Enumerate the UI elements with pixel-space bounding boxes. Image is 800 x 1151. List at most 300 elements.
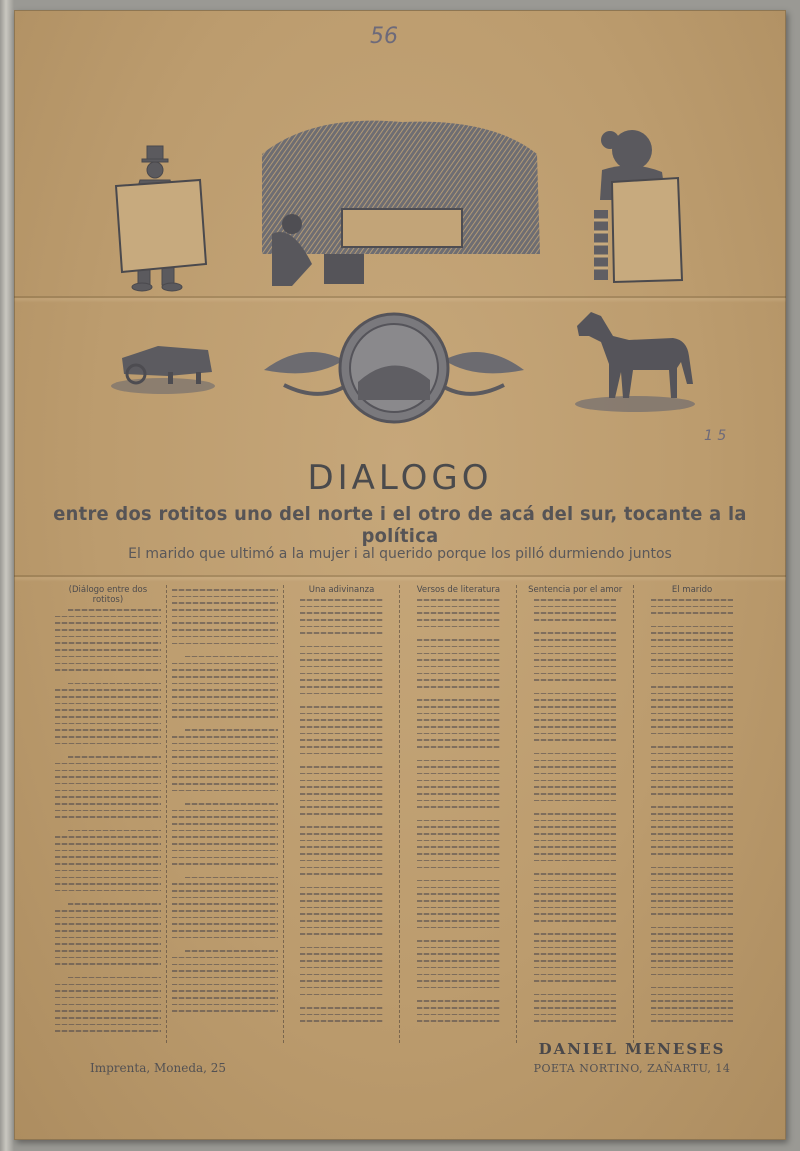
illegible-text-line	[651, 913, 734, 915]
illegible-text-line	[300, 994, 383, 996]
illegible-text-line	[417, 686, 500, 688]
illegible-text-line	[300, 733, 383, 735]
poem-column-1	[50, 585, 167, 1043]
illegible-text-line	[55, 649, 161, 651]
illegible-text-line	[55, 943, 161, 945]
illegible-text-line	[417, 987, 500, 989]
illegible-text-line	[417, 900, 500, 902]
illegible-text-line	[417, 920, 500, 922]
illegible-text-line	[300, 867, 383, 869]
illegible-text-line	[651, 733, 734, 735]
column-heading: El marido	[671, 585, 713, 595]
illegible-text-line	[172, 683, 278, 685]
author-name: DANIEL MENESES	[538, 1040, 726, 1058]
illegible-text-line	[534, 793, 617, 795]
illegible-text-line	[300, 786, 383, 788]
illegible-text-line	[55, 984, 161, 986]
illegible-text-line	[55, 689, 161, 691]
illegible-text-line	[651, 699, 734, 701]
illegible-text-line	[534, 766, 617, 768]
illegible-text-line	[55, 749, 161, 751]
illegible-text-line	[55, 1010, 161, 1012]
illegible-text-line	[417, 833, 500, 835]
illegible-text-line	[172, 643, 278, 645]
illegible-text-line	[534, 967, 617, 969]
illegible-text-line	[651, 987, 734, 989]
illegible-text-line	[55, 997, 161, 999]
illegible-text-line	[172, 890, 278, 892]
illegible-text-line	[534, 873, 617, 875]
illegible-text-line	[651, 753, 734, 755]
illegible-text-line	[417, 967, 500, 969]
illegible-text-line	[417, 786, 500, 788]
illegible-text-line	[300, 659, 383, 661]
column-heading: (Diálogo entre dos rotitos)	[68, 585, 148, 605]
illegible-text-line	[300, 960, 383, 962]
illegible-text-line	[55, 957, 161, 959]
illegible-text-line	[417, 826, 500, 828]
illegible-text-line	[651, 632, 734, 634]
illegible-text-line	[55, 636, 161, 638]
illegible-text-line	[172, 636, 278, 638]
illegible-text-line	[172, 629, 278, 631]
illegible-text-line	[405, 873, 511, 875]
illegible-text-line	[417, 800, 500, 802]
illegible-text-line	[300, 653, 383, 655]
illegible-text-line	[300, 746, 383, 748]
illegible-text-line	[68, 903, 161, 905]
illegible-text-line	[651, 940, 734, 942]
illegible-text-line	[651, 893, 734, 895]
illegible-text-line	[639, 619, 745, 621]
illegible-text-line	[172, 930, 278, 932]
illegible-text-line	[300, 987, 383, 989]
illegible-text-line	[651, 686, 734, 688]
illegible-text-line	[417, 673, 500, 675]
illegible-text-line	[55, 669, 161, 671]
illegible-text-line	[55, 810, 161, 812]
illegible-text-line	[55, 850, 161, 852]
illegible-text-line	[417, 853, 500, 855]
illegible-text-line	[172, 910, 278, 912]
illegible-text-line	[172, 703, 278, 705]
illegible-text-line	[300, 846, 383, 848]
illegible-text-line	[417, 960, 500, 962]
illegible-text-line	[300, 606, 383, 608]
illegible-text-line	[300, 599, 383, 601]
illegible-text-line	[172, 830, 278, 832]
illegible-text-line	[651, 606, 734, 608]
illegible-text-line	[417, 980, 500, 982]
illegible-text-line	[417, 806, 500, 808]
illegible-text-line	[522, 806, 628, 808]
illegible-text-line	[651, 639, 734, 641]
illegible-text-line	[172, 977, 278, 979]
illegible-text-line	[651, 1000, 734, 1002]
illegible-text-line	[300, 953, 383, 955]
illegible-text-line	[651, 646, 734, 648]
illegible-text-line	[417, 760, 500, 762]
illegible-text-line	[55, 870, 161, 872]
illegible-text-line	[405, 994, 511, 996]
illegible-text-line	[417, 726, 500, 728]
illegible-text-line	[651, 766, 734, 768]
illegible-text-line	[417, 719, 500, 721]
illegible-text-line	[172, 810, 278, 812]
illegible-text-line	[651, 719, 734, 721]
illegible-text-line	[300, 773, 383, 775]
illegible-text-line	[651, 653, 734, 655]
monkey-with-board-illustration	[582, 120, 692, 290]
illegible-text-line	[534, 780, 617, 782]
printer-credit: Imprenta, Moneda, 25	[90, 1061, 227, 1075]
illegible-text-line	[55, 763, 161, 765]
illegible-text-line	[534, 639, 617, 641]
illegible-text-line	[55, 696, 161, 698]
illegible-text-line	[534, 840, 617, 842]
illegible-text-line	[417, 887, 500, 889]
illegible-text-line	[417, 706, 500, 708]
illegible-text-line	[300, 806, 383, 808]
illegible-text-line	[55, 723, 161, 725]
illegible-text-line	[172, 770, 278, 772]
illegible-text-line	[651, 760, 734, 762]
illegible-text-line	[55, 963, 161, 965]
illegible-text-line	[651, 666, 734, 668]
illegible-text-line	[55, 897, 161, 899]
illegible-text-line	[522, 686, 628, 688]
illegible-text-line	[417, 746, 500, 748]
illegible-text-line	[651, 967, 734, 969]
illegible-text-line	[55, 796, 161, 798]
illegible-text-line	[300, 626, 383, 628]
illegible-text-line	[534, 826, 617, 828]
illegible-text-line	[68, 977, 161, 979]
illegible-text-line	[172, 669, 278, 671]
illegible-text-line	[417, 1000, 500, 1002]
illegible-text-line	[185, 950, 278, 952]
illegible-text-line	[417, 766, 500, 768]
illegible-text-line	[55, 836, 161, 838]
illegible-text-line	[55, 816, 161, 818]
illegible-text-line	[172, 649, 278, 651]
illegible-text-line	[300, 800, 383, 802]
illegible-text-line	[172, 990, 278, 992]
illegible-text-line	[185, 729, 278, 731]
illegible-text-line	[651, 907, 734, 909]
illegible-text-line	[172, 756, 278, 758]
illegible-text-line	[417, 666, 500, 668]
illegible-text-line	[172, 970, 278, 972]
illegible-text-line	[651, 1007, 734, 1009]
illegible-text-line	[172, 596, 278, 598]
illegible-text-line	[172, 883, 278, 885]
illegible-text-line	[534, 1007, 617, 1009]
illegible-text-line	[300, 853, 383, 855]
illegible-text-line	[55, 1017, 161, 1019]
illegible-text-line	[55, 776, 161, 778]
pencil-page-number: 56	[370, 24, 398, 49]
poem-column-2	[167, 585, 284, 1043]
illegible-text-line	[300, 686, 383, 688]
illegible-text-line	[651, 726, 734, 728]
illegible-text-line	[639, 980, 745, 982]
illegible-text-line	[417, 1020, 500, 1022]
illegible-text-line	[68, 830, 161, 832]
illegible-text-line	[172, 609, 278, 611]
illegible-text-line	[651, 1020, 734, 1022]
illegible-text-line	[185, 877, 278, 879]
illegible-text-line	[300, 719, 383, 721]
illegible-text-line	[300, 893, 383, 895]
horse-illustration	[569, 306, 699, 416]
illegible-text-line	[172, 923, 278, 925]
illegible-text-line	[651, 659, 734, 661]
illegible-text-line	[300, 967, 383, 969]
illegible-text-line	[300, 666, 383, 668]
illegible-text-line	[300, 826, 383, 828]
illegible-text-line	[68, 756, 161, 758]
pencil-side-mark: 1 5	[704, 428, 727, 444]
illegible-text-line	[534, 653, 617, 655]
illegible-text-line	[300, 693, 383, 695]
illegible-text-line	[300, 907, 383, 909]
illegible-text-line	[55, 1004, 161, 1006]
illegible-text-line	[55, 990, 161, 992]
illegible-text-line	[417, 846, 500, 848]
illegible-text-line	[417, 606, 500, 608]
illegible-text-line	[172, 1004, 278, 1006]
illegible-text-line	[534, 753, 617, 755]
illegible-text-line	[300, 706, 383, 708]
illegible-text-line	[300, 612, 383, 614]
poem-column-3	[284, 585, 401, 1043]
illegible-text-line	[417, 793, 500, 795]
illegible-text-line	[300, 833, 383, 835]
illegible-text-line	[172, 964, 278, 966]
illegible-text-line	[417, 599, 500, 601]
illegible-text-line	[534, 833, 617, 835]
illegible-text-line	[522, 987, 628, 989]
illegible-text-line	[300, 713, 383, 715]
illegible-text-line	[534, 947, 617, 949]
illegible-text-line	[300, 1007, 383, 1009]
illegible-text-line	[534, 853, 617, 855]
illegible-text-line	[172, 984, 278, 986]
illegible-text-line	[300, 920, 383, 922]
illegible-text-line	[651, 713, 734, 715]
column-text-block	[522, 599, 628, 1022]
illegible-text-line	[417, 780, 500, 782]
illegible-text-line	[651, 900, 734, 902]
illegible-text-line	[651, 693, 734, 695]
illegible-text-line	[534, 760, 617, 762]
illegible-text-line	[405, 693, 511, 695]
illegible-text-line	[172, 816, 278, 818]
illegible-text-line	[172, 676, 278, 678]
illegible-text-line	[172, 622, 278, 624]
illegible-text-line	[55, 642, 161, 644]
column-text-block	[55, 609, 161, 1032]
illegible-text-line	[651, 612, 734, 614]
illegible-text-line	[417, 1014, 500, 1016]
illegible-text-line	[651, 746, 734, 748]
illegible-text-line	[172, 937, 278, 939]
illegible-text-line	[300, 1014, 383, 1016]
illegible-text-line	[55, 709, 161, 711]
illegible-text-line	[55, 863, 161, 865]
illegible-text-line	[651, 887, 734, 889]
illegible-text-line	[405, 632, 511, 634]
illegible-text-line	[55, 937, 161, 939]
illegible-text-line	[534, 693, 617, 695]
illegible-text-line	[639, 679, 745, 681]
illegible-text-line	[651, 820, 734, 822]
illegible-text-line	[651, 793, 734, 795]
poem-columns	[50, 585, 750, 1043]
illegible-text-line	[55, 923, 161, 925]
illegible-text-line	[534, 719, 617, 721]
broadside-title: DIALOGO	[307, 458, 493, 498]
illegible-text-line	[417, 907, 500, 909]
illegible-text-line	[300, 900, 383, 902]
illegible-text-line	[172, 602, 278, 604]
illegible-text-line	[172, 903, 278, 905]
illegible-text-line	[651, 927, 734, 929]
illegible-text-line	[417, 699, 500, 701]
illegible-text-line	[300, 840, 383, 842]
illegible-text-line	[55, 622, 161, 624]
illegible-text-line	[172, 663, 278, 665]
illegible-text-line	[534, 893, 617, 895]
illegible-text-line	[55, 1024, 161, 1026]
illegible-text-line	[417, 1007, 500, 1009]
column-text-block	[639, 599, 745, 1022]
illegible-text-line	[534, 920, 617, 922]
illegible-text-line	[172, 863, 278, 865]
illegible-text-line	[55, 930, 161, 932]
illegible-text-line	[534, 933, 617, 935]
illegible-text-line	[651, 626, 734, 628]
illegible-text-line	[417, 947, 500, 949]
illegible-text-line	[55, 803, 161, 805]
illegible-text-line	[417, 619, 500, 621]
illegible-text-line	[300, 726, 383, 728]
illegible-text-line	[534, 612, 617, 614]
illegible-text-line	[651, 813, 734, 815]
illegible-text-line	[300, 766, 383, 768]
illegible-text-line	[300, 927, 383, 929]
poem-column-5	[517, 585, 634, 1043]
illegible-text-line	[534, 699, 617, 701]
illegible-text-line	[300, 980, 383, 982]
illegible-text-line	[522, 626, 628, 628]
illegible-text-line	[417, 639, 500, 641]
illegible-text-line	[417, 713, 500, 715]
illegible-text-line	[534, 994, 617, 996]
illegible-text-line	[172, 616, 278, 618]
illegible-text-line	[55, 743, 161, 745]
illegible-text-line	[55, 877, 161, 879]
illegible-text-line	[534, 953, 617, 955]
illegible-text-line	[300, 947, 383, 949]
illegible-text-line	[651, 706, 734, 708]
illegible-text-line	[534, 880, 617, 882]
broadside-sheet	[14, 10, 786, 1140]
illegible-text-line	[534, 619, 617, 621]
illegible-text-line	[534, 726, 617, 728]
illegible-text-line	[55, 823, 161, 825]
poem-column-6	[634, 585, 750, 1043]
illegible-text-line	[417, 867, 500, 869]
illegible-text-line	[417, 927, 500, 929]
illegible-text-line	[55, 950, 161, 952]
illegible-text-line	[534, 907, 617, 909]
illegible-text-line	[55, 656, 161, 658]
illegible-text-line	[417, 679, 500, 681]
illegible-text-line	[534, 913, 617, 915]
illegible-text-line	[417, 773, 500, 775]
illegible-text-line	[405, 753, 511, 755]
illegible-text-line	[300, 632, 383, 634]
illegible-text-line	[534, 599, 617, 601]
illegible-text-line	[300, 1020, 383, 1022]
illegible-text-line	[639, 860, 745, 862]
illegible-text-line	[651, 840, 734, 842]
illegible-text-line	[172, 843, 278, 845]
illegible-text-line	[55, 883, 161, 885]
illegible-text-line	[172, 589, 278, 591]
illegible-text-line	[534, 974, 617, 976]
illegible-text-line	[417, 612, 500, 614]
illegible-text-line	[172, 857, 278, 859]
illegible-text-line	[534, 679, 617, 681]
illegible-text-line	[534, 646, 617, 648]
illegible-text-line	[534, 606, 617, 608]
illegible-text-line	[300, 673, 383, 675]
illegible-text-line	[55, 890, 161, 892]
illegible-text-line	[172, 897, 278, 899]
illegible-text-line	[289, 820, 395, 822]
illegible-text-line	[172, 776, 278, 778]
illegible-text-line	[172, 743, 278, 745]
illegible-text-line	[55, 970, 161, 972]
illegible-text-line	[651, 599, 734, 601]
illegible-text-line	[172, 870, 278, 872]
illegible-text-line	[68, 609, 161, 611]
illegible-text-line	[172, 763, 278, 765]
illegible-text-line	[300, 619, 383, 621]
column-text-block	[405, 599, 511, 1022]
illegible-text-line	[651, 673, 734, 675]
illegible-text-line	[651, 853, 734, 855]
illegible-text-line	[55, 843, 161, 845]
illegible-text-line	[534, 860, 617, 862]
illegible-text-line	[172, 723, 278, 725]
illegible-text-line	[172, 823, 278, 825]
illegible-text-line	[651, 960, 734, 962]
illegible-text-line	[534, 706, 617, 708]
illegible-text-line	[534, 713, 617, 715]
illegible-text-line	[522, 867, 628, 869]
illegible-text-line	[172, 943, 278, 945]
illegible-text-line	[534, 786, 617, 788]
illegible-text-line	[534, 820, 617, 822]
illegible-text-line	[651, 786, 734, 788]
illegible-text-line	[417, 659, 500, 661]
illegible-text-line	[417, 953, 500, 955]
illegible-text-line	[639, 920, 745, 922]
